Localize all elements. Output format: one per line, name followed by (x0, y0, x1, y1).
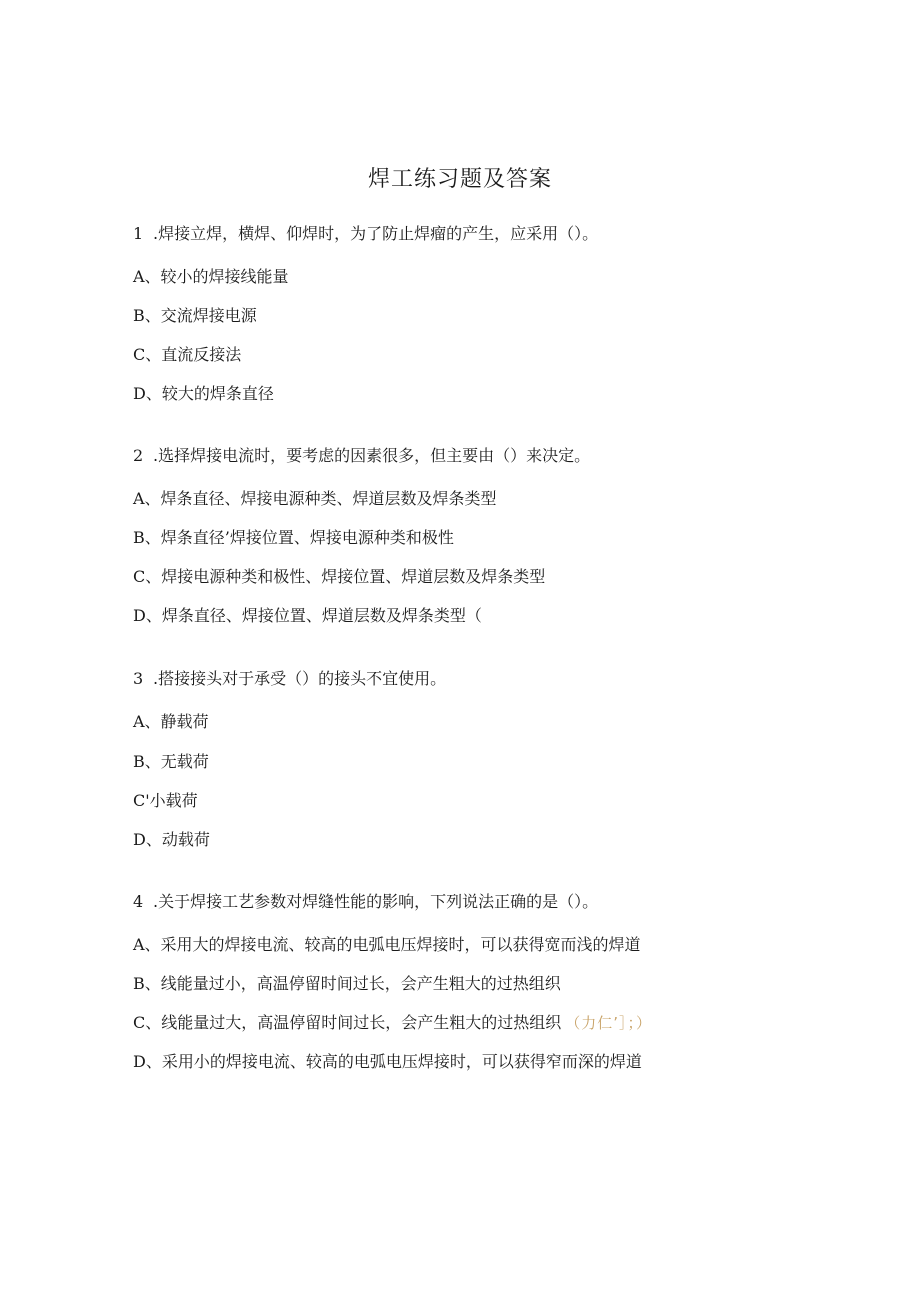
question-2-option-d: D、焊条直径、焊接位置、焊道层数及焊条类型（ (133, 606, 482, 625)
question-1-option-b: B、交流焊接电源 (133, 306, 257, 325)
question-text: .搭接接头对于承受（）的接头不宜使用。 (153, 669, 447, 688)
question-3-option-b: B、无载荷 (133, 752, 209, 771)
question-number: 4 (133, 892, 144, 911)
question-2-option-b: B、焊条直径’焊接位置、焊接电源种类和极性 (133, 528, 454, 547)
question-3-option-c: C'小载荷 (133, 791, 198, 810)
option-text: C、线能量过大，高温停留时间过长，会产生粗大的过热组织 (133, 1013, 562, 1032)
question-3-stem (133, 667, 446, 691)
question-text: .关于焊接工艺参数对焊缝性能的影响，下列说法正确的是（）。 (153, 892, 599, 911)
question-4-option-d: D、采用小的焊接电流、较高的电弧电压焊接时，可以获得窄而深的焊道 (133, 1052, 642, 1071)
answer-mark: （力仁’］；） (565, 1014, 653, 1032)
question-1-option-d: D、较大的焊条直径 (133, 384, 274, 403)
question-4-option-b: B、线能量过小，高温停留时间过长，会产生粗大的过热组织 (133, 974, 561, 993)
question-number: 3 (133, 669, 144, 688)
question-4-option-c (133, 1011, 652, 1035)
question-text: .焊接立焊，横焊、仰焊时，为了防止焊瘤的产生，应采用（）。 (153, 224, 599, 243)
question-4-stem (133, 890, 598, 914)
question-text: .选择焊接电流时，要考虑的因素很多，但主要由（）来决定。 (153, 446, 591, 465)
question-1-option-a: A、较小的焊接线能量 (133, 267, 289, 286)
question-2-stem (133, 444, 590, 468)
question-2-option-c: C、焊接电源种类和极性、焊接位置、焊道层数及焊条类型 (133, 567, 546, 586)
question-3-option-d: D、动载荷 (133, 830, 210, 849)
question-2-option-a: A、焊条直径、焊接电源种类、焊道层数及焊条类型 (133, 489, 497, 508)
question-1-option-c: C、直流反接法 (133, 345, 242, 364)
question-3-option-a: A、静载荷 (133, 712, 209, 731)
question-4-option-a: A、采用大的焊接电流、较高的电弧电压焊接时，可以获得宽而浅的焊道 (133, 935, 641, 954)
question-number: 2 (133, 446, 144, 465)
page-title: 焊工练习题及答案 (367, 167, 552, 192)
question-number: 1 (133, 224, 144, 243)
question-1-stem (133, 222, 598, 246)
